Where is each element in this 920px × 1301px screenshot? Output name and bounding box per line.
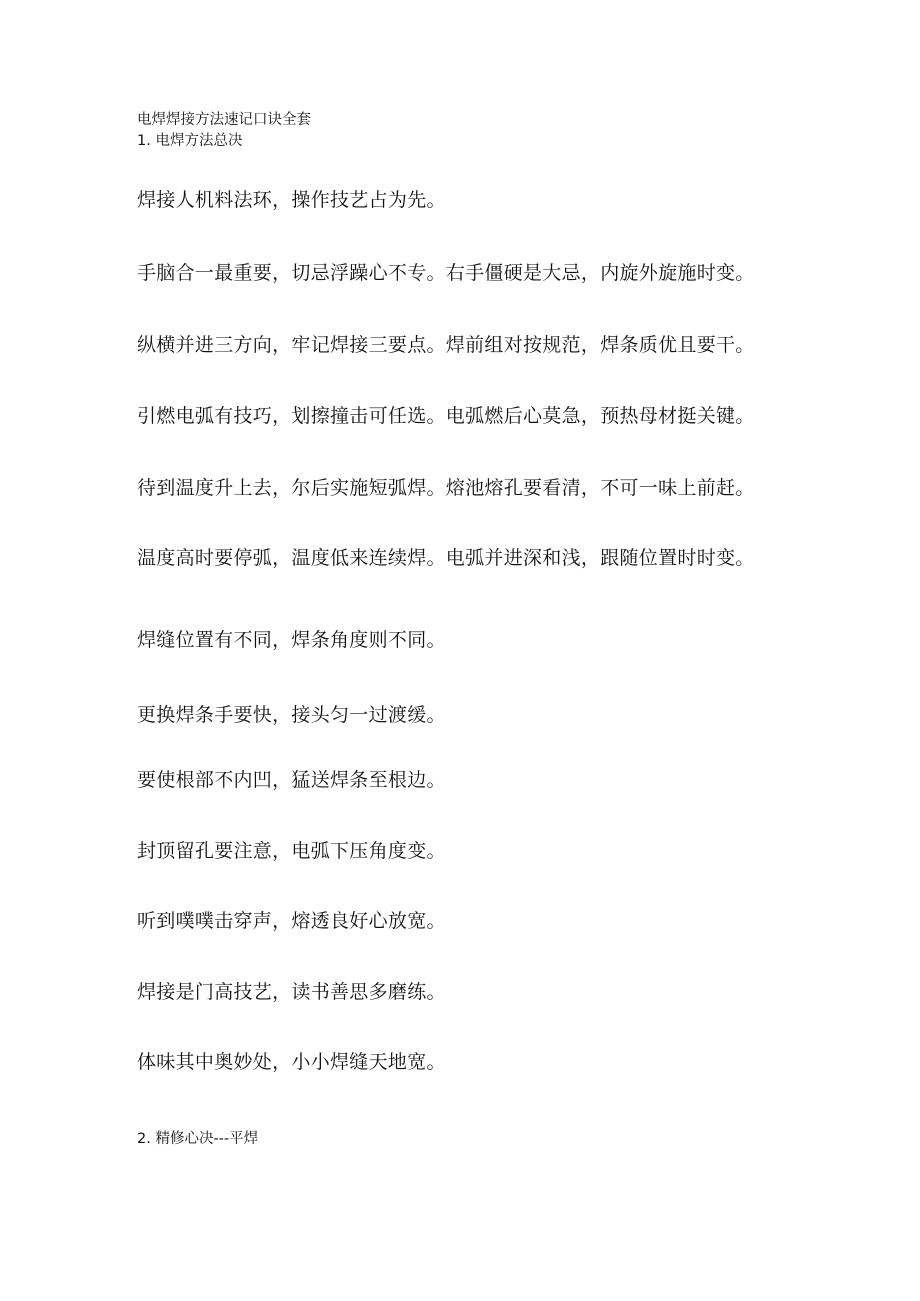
document-title: 电焊焊接方法速记口诀全套 xyxy=(137,112,311,128)
section-heading-1: 1. 电焊方法总决 xyxy=(137,133,243,149)
verse-line: 焊缝位置有不同，焊条角度则不同。 xyxy=(137,629,446,651)
verse-line: 听到噗噗击穿声，熔透良好心放宽。 xyxy=(137,910,446,932)
verse-line: 温度高时要停弧，温度低来连续焊。电弧并进深和浅，跟随位置时时变。 xyxy=(137,547,755,569)
verse-line: 引燃电弧有技巧，划擦撞击可任选。电弧燃后心莫急，预热母材挺关键。 xyxy=(137,405,755,427)
verse-line: 封顶留孔要注意，电弧下压角度变。 xyxy=(137,840,446,862)
verse-line: 要使根部不内凹，猛送焊条至根边。 xyxy=(137,769,446,791)
verse-line: 焊接是门高技艺，读书善思多磨练。 xyxy=(137,981,446,1003)
verse-line: 体味其中奥妙处，小小焊缝天地宽。 xyxy=(137,1051,446,1073)
verse-line: 手脑合一最重要，切忌浮躁心不专。右手僵硬是大忌，内旋外旋施时变。 xyxy=(137,262,755,284)
verse-line: 纵横并进三方向，牢记焊接三要点。焊前组对按规范，焊条质优且要干。 xyxy=(137,334,755,356)
verse-line: 待到温度升上去，尔后实施短弧焊。熔池熔孔要看清，不可一味上前赶。 xyxy=(137,477,755,499)
verse-line: 焊接人机料法环，操作技艺占为先。 xyxy=(137,189,446,211)
section-heading-2: 2. 精修心决---平焊 xyxy=(137,1131,259,1147)
verse-line: 更换焊条手要快，接头匀一过渡缓。 xyxy=(137,704,446,726)
